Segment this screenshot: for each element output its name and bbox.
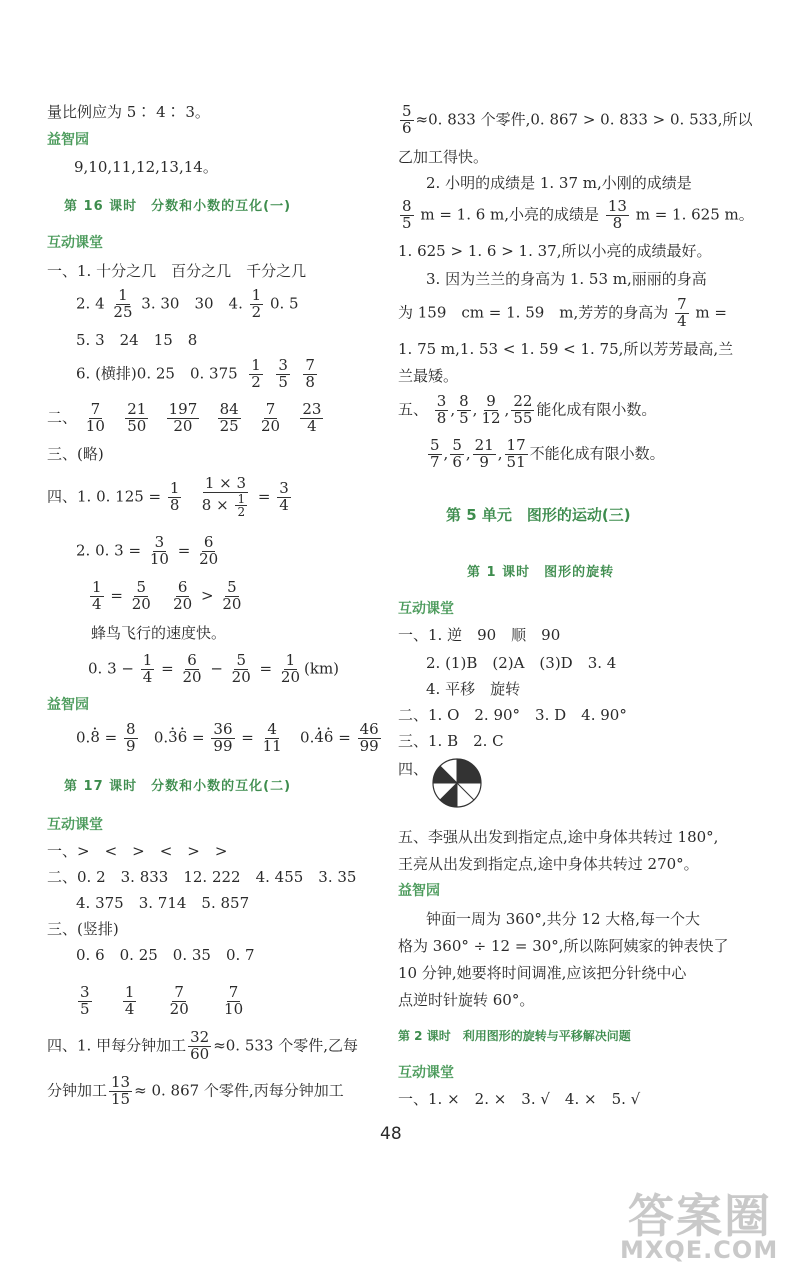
answer-line: 5. 3 24 15 8	[76, 331, 198, 349]
fraction: $\frac{1}{2}$	[251, 286, 262, 321]
fraction: $\frac{6}{20}$	[173, 578, 193, 613]
answer-line	[76, 985, 247, 1018]
answer-line: 三、(竖排)	[47, 920, 119, 938]
section-heading-yizhiyuan: 益智园	[47, 132, 89, 148]
fraction: $\frac{5}{7}$	[430, 436, 440, 471]
fraction: $\frac{7}{20}$	[260, 400, 281, 435]
fraction: $\frac{13}{8}$	[607, 197, 627, 232]
page-number: 48	[380, 1124, 402, 1144]
fraction: $\frac{8}{5}$	[402, 197, 412, 232]
answer-line: 4. 375 3. 714 5. 857	[76, 894, 250, 912]
fraction: $\frac{3}{5}$	[80, 983, 90, 1018]
fraction: $\frac{21}{9}$	[474, 436, 494, 471]
answer-line: 二、1. O 2. 90° 3. D 4. 90°	[398, 706, 627, 724]
answer-line: 2. 小明的成绩是 1. 37 m,小刚的成绩是	[426, 174, 692, 192]
answer-line: 2. (1)B (2)A (3)D 3. 4	[426, 654, 617, 672]
fraction: $\frac{5}{6}$	[452, 436, 462, 471]
fraction: $\frac{1}{8}$	[169, 479, 180, 514]
fraction: $\frac{6}{20}$	[199, 533, 219, 568]
answer-line: 三、(略)	[47, 445, 104, 463]
fraction: $\frac{7}{10}$	[224, 983, 244, 1018]
answer-line: $\frac{5}{6}$ ≈0. 833 个零件,0. 867 > 0. 833 > 0. 533,所以	[402, 102, 753, 137]
fraction: $\frac{1}{4}$	[142, 651, 153, 686]
watermark-url: MXQE.COM	[620, 1236, 779, 1264]
fraction: $\frac{5}{6}$	[402, 102, 412, 137]
watermark-logo: 答案圈	[628, 1189, 772, 1243]
fraction: $\frac{4}{11}$	[262, 720, 282, 755]
answer-line: 乙加工得快。	[398, 148, 489, 166]
unit-5-title: 第 5 单元 图形的运动(三)	[446, 506, 631, 524]
section-heading-yizhiyuan: 益智园	[47, 697, 89, 713]
fraction: $\frac{1}{25}$	[113, 286, 133, 321]
fraction: $\frac{197}{20}$	[168, 400, 198, 435]
answer-line: 一、> < > < > >	[47, 842, 228, 860]
fraction: $\frac{7}{8}$	[305, 356, 315, 391]
answer-line: 2. 4 $\frac{1}{25}$ 3. 30 30 4. $\frac{1}{2}$ 0. 5	[76, 286, 299, 321]
fraction: $\frac{5}{20}$	[222, 578, 242, 613]
section-heading-hudong: 互动课堂	[398, 1065, 454, 1081]
answer-line: 2. 0. 3 = $\frac{3}{10}$ = $\frac{6}{20}$	[76, 533, 219, 568]
answer-line: 6. (横排)0. 25 0. 375 $\frac{1}{2}$ $\frac{3}{5}$ $\frac{7}{8}$	[76, 356, 315, 391]
fraction: $\frac{3}{5}$	[278, 356, 288, 391]
fraction: $\frac{46}{99}$	[359, 720, 379, 755]
fraction: $\frac{17}{51}$	[506, 436, 526, 471]
fraction: $\frac{7}{20}$	[169, 983, 189, 1018]
section-heading-hudong: 互动课堂	[398, 601, 454, 617]
section-heading-hudong: 互动课堂	[47, 235, 103, 251]
fraction: $\frac{7}{10}$	[85, 400, 105, 435]
answer-line: 蜂鸟飞行的速度快。	[91, 624, 227, 642]
fraction: $\frac{3}{8}$	[436, 392, 447, 427]
fraction: $\frac{1}{20}$	[280, 651, 300, 686]
answer-line: 10 分钟,她要将时间调准,应该把分针绕中心	[398, 964, 687, 982]
answer-line: 一、1. 逆 90 顺 90	[398, 626, 561, 644]
fraction: $\frac{1}{4}$	[124, 983, 135, 1018]
answer-line: 量比例应为 5∶ 4∶ 3。	[47, 103, 210, 121]
answer-line: 二、0. 2 3. 833 12. 222 4. 455 3. 35	[47, 868, 357, 886]
answer-line: 点逆时针旋转 60°。	[398, 991, 535, 1009]
lesson-16-title: 第 16 课时 分数和小数的互化(一)	[64, 199, 292, 214]
answer-line: 1. 625 > 1. 6 > 1. 37,所以小亮的成绩最好。	[398, 242, 712, 260]
fraction: $\frac{21}{50}$	[127, 400, 147, 435]
answer-line: $\frac{1}{4}$ = $\frac{5}{20}$ $\frac{6}{20}$ > $\frac{5}{20}$	[92, 578, 242, 613]
fraction: $\frac{8}{5}$	[459, 392, 469, 427]
answer-line: 一、1. × 2. × 3. √ 4. × 5. √	[398, 1090, 641, 1108]
answer-line: 0. 3 − $\frac{1}{4}$ = $\frac{6}{20}$ − $\frac{5}{20}$ = $\frac{1}{20}$ (km)	[88, 651, 340, 686]
fraction: $\frac{7}{4}$	[677, 295, 687, 330]
lesson-1-title: 第 1 课时 图形的旋转	[467, 565, 615, 580]
fraction: $\frac{1}{4}$	[92, 578, 102, 613]
answer-line: 一、1. 十分之几 百分之几 千分之几	[47, 262, 307, 280]
answer-line: 五、 $\frac{3}{8}$ , $\frac{8}{5}$ , $\frac{9}{12}$ , $\frac{22}{55}$ 能化成有限小数。	[398, 392, 657, 427]
fraction: $\frac{23}{4}$	[302, 400, 322, 435]
fraction: $\frac{5}{20}$	[231, 651, 251, 686]
lesson-17-title: 第 17 课时 分数和小数的互化(二)	[64, 779, 292, 794]
lesson-2-title: 第 2 课时 利用图形的旋转与平移解决问题	[398, 1029, 631, 1043]
answer-line: 分钟加工 $\frac{13}{15}$ ≈ 0. 867 个零件,丙每分钟加工	[47, 1073, 344, 1108]
answer-line: 王亮从出发到指定点,途中身体共转过 270°。	[398, 855, 699, 873]
fraction: $\frac{5}{20}$	[131, 578, 151, 613]
answer-line: $\frac{5}{7}$ , $\frac{5}{6}$ , $\frac{21}{9}$ , $\frac{17}{51}$ 不能化成有限小数。	[430, 436, 665, 471]
answer-line: 三、1. B 2. C	[398, 732, 504, 750]
answer-line: 为 159 cm = 1. 59 m,芳芳的身高为 $\frac{7}{4}$ m =	[398, 295, 727, 330]
answer-line: 五、李强从出发到指定点,途中身体共转过 180°,	[398, 828, 719, 846]
answer-line: 1. 75 m,1. 53 < 1. 59 < 1. 75,所以芳芳最高,兰	[398, 340, 734, 358]
fraction: $\frac{1}{2}$	[251, 356, 261, 391]
answer-line: 四、	[398, 760, 429, 778]
fraction: $\frac{13}{15}$	[111, 1073, 131, 1108]
fraction: $\frac{84}{25}$	[219, 400, 239, 435]
complex-fraction: 1 × 3 8 × $\frac{1}{2}$	[201, 474, 247, 520]
fraction: $\frac{32}{60}$	[190, 1028, 210, 1063]
fraction: $\frac{8}{9}$	[126, 720, 136, 755]
fraction: $\frac{9}{12}$	[481, 392, 501, 427]
rotated-pie-figure	[431, 757, 483, 809]
fraction: $\frac{3}{10}$	[149, 533, 169, 568]
section-heading-hudong: 互动课堂	[47, 817, 103, 833]
answer-line: 格为 360° ÷ 12 = 30°,所以陈阿姨家的钟表快了	[398, 937, 729, 955]
section-heading-yizhiyuan: 益智园	[398, 883, 440, 899]
answer-line: 0.8 · = $\frac{8}{9}$ 0.3 ·6 · = $\frac{36}{99}$ = $\frac{4}{11}$ 0.4 ·6 · = $\frac{46}{99}$	[76, 722, 383, 755]
answer-line: $\frac{8}{5}$ m = 1. 6 m,小亮的成绩是 $\frac{13}{8}$ m = 1. 625 m。	[402, 197, 754, 232]
fraction: $\frac{3}{4}$	[279, 479, 289, 514]
answer-line: 0. 6 0. 25 0. 35 0. 7	[76, 946, 255, 964]
fraction: $\frac{36}{99}$	[213, 720, 233, 755]
fraction: $\frac{6}{20}$	[182, 651, 202, 686]
answer-line: 9,10,11,12,13,14。	[74, 158, 218, 176]
answer-line: 钟面一周为 360°,共分 12 大格,每一个大	[426, 910, 701, 928]
answer-line: 四、1. 甲每分钟加工 $\frac{32}{60}$ ≈0. 533 个零件,乙每	[47, 1028, 359, 1063]
fraction: $\frac{22}{55}$	[513, 392, 533, 427]
answer-line: 3. 因为兰兰的身高为 1. 53 m,丽丽的身高	[426, 270, 707, 288]
answer-line: 兰最矮。	[398, 367, 459, 385]
answer-line: 二、 $\frac{7}{10}$ $\frac{21}{50}$ $\frac{197}{20}$ $\frac{84}{25}$ $\frac{7}{20}$ $\frac{23}{4}$	[47, 400, 322, 435]
answer-line: 4. 平移 旋转	[426, 680, 521, 698]
answer-line: 四、1. 0. 125 = $\frac{1}{8}$ 1 × 3 8 × $\frac{1}{2}$ = $\frac{3}{4}$	[47, 474, 289, 520]
